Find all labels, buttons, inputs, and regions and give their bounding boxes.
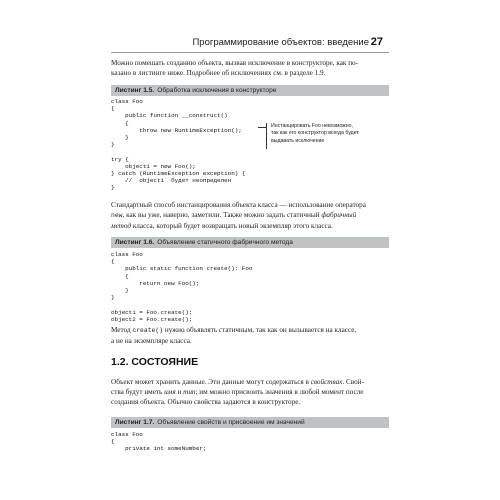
paragraph-line: Можно помешать созданию объекта, вызвав исключение в конструкторе, как по- (111, 59, 359, 67)
paragraph-line: а не на экземпляре класса. (111, 337, 192, 345)
emphasis: метод (111, 222, 132, 230)
code-block-listing-1-6: class Foo { public static function create(): Foo { return new Foo(); } } object1 = Foo.create(); object2 = Foo.create(); (111, 251, 253, 323)
annotation-line: Инстанцировать Foo невозможно, (271, 123, 353, 129)
paragraph-line: Объект может хранить данные. Эти данные могут содержаться в свойствах. Свой- (111, 378, 364, 386)
paragraph-state (111, 377, 389, 407)
code-block-listing-1-7: class Foo { private int someNumber; (111, 431, 207, 453)
inline-code: new (111, 212, 123, 219)
listing-label: Листинг 1.5. (115, 87, 155, 94)
listing-title: Обработка исключения в конструкторе (157, 87, 277, 94)
listing-caption-1-5 (111, 85, 389, 96)
page-number: 27 (370, 36, 383, 48)
listing-title: Объявление свойств и присвоение им значений (157, 419, 305, 426)
section-heading: 1.2. СОСТОЯНИЕ (111, 356, 199, 368)
inline-code: create() (132, 327, 164, 334)
paragraph-line: Стандартный способ инстанцирования объекта класса — использование оператора (111, 201, 366, 209)
page-header (0, 37, 500, 53)
paragraph-static-method (111, 325, 389, 346)
paragraph-instantiation (111, 200, 389, 231)
annotation-pointer (258, 127, 266, 128)
paragraph-exceptions (111, 58, 389, 78)
annotation-text (271, 123, 359, 145)
listing-label: Листинг 1.6. (115, 239, 155, 246)
paragraph-line: ства будут иметь имя и тип; им можно присвоить значения в любой момент после (111, 388, 364, 396)
paragraph-line: метод класса, который будет возвращать новый экземпляр этого класса. (111, 222, 333, 230)
listing-caption-1-6 (111, 237, 389, 248)
emphasis: свойствах (310, 378, 343, 386)
paragraph-line: создания объекта. Обычно свойства задаются в конструкторе. (111, 398, 301, 406)
emphasis: имя (164, 388, 176, 396)
listing-label: Листинг 1.7. (115, 419, 155, 426)
emphasis: фабричный (321, 211, 357, 219)
code-annotation (258, 123, 368, 153)
listing-caption-1-7 (111, 417, 389, 428)
running-title: Программирование объектов: введение (192, 37, 369, 48)
listing-title: Объявление статичного фабричного метода (157, 239, 293, 246)
header-rule (111, 52, 389, 53)
annotation-bracket (266, 123, 267, 149)
annotation-line: так как его конструктор всегда будет (271, 130, 359, 137)
paragraph-line: казано в листинге ниже. Подробнее об исключениях см. в разделе 1.9. (111, 69, 326, 77)
code-block-listing-1-5: class Foo { public function __construct() { throw new RuntimeException(); } } try { object1 = new Foo(); } catch (RuntimeException exception) { // `object1` будет неопределен } (111, 98, 246, 192)
paragraph-line: Метод create() нужно объявлять статичным, так как он вызывается на классе, (111, 326, 357, 334)
emphasis: тип (183, 388, 196, 396)
paragraph-line: new, как вы уже, наверно, заметили. Также можно задать статичный фабричный (111, 211, 357, 219)
annotation-line: выдавать исключение (271, 137, 325, 144)
